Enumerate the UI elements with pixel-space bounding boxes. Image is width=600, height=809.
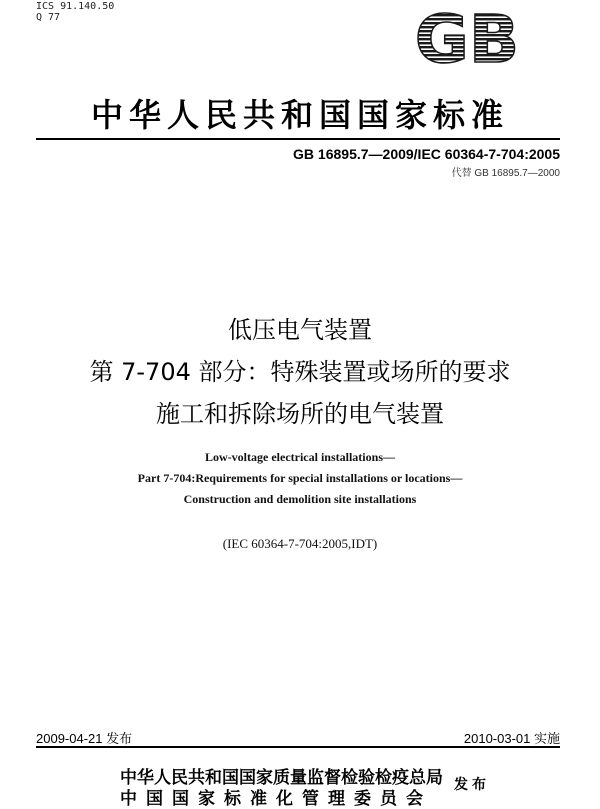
title-en-line-2: Part 7-704:Requirements for special installations or locations— — [137, 471, 463, 485]
supersedes-note: 代替 GB 16895.7—2000 — [451, 168, 560, 179]
issuer-line-1: 中华人民共和国国家质量监督检验检疫总局 — [120, 768, 443, 788]
implementation-date: 2010-03-01 实施 — [463, 731, 560, 746]
title-en-line-3: Construction and demolition site installations — [183, 492, 417, 506]
header-rule — [36, 138, 560, 140]
issuer-line-2: 中国国家标准化管理委员会 — [120, 789, 432, 809]
gb-logo — [404, 6, 530, 68]
publish-label: 发布 — [454, 777, 490, 793]
standard-number: GB 16895.7—2009/IEC 60364-7-704:2005 — [293, 146, 560, 162]
title-cn-line-3: 施工和拆除场所的电气装置 — [156, 400, 444, 428]
title-cn-line-1: 低压电气装置 — [228, 316, 372, 344]
national-standard-title: 中华人民共和国国家标准 — [90, 96, 509, 134]
ics-code: ICS 91.140.50 — [36, 1, 115, 12]
iec-identity: (IEC 60364-7-704:2005,IDT) — [222, 536, 378, 551]
footer-rule — [36, 746, 560, 748]
classification-codes — [36, 1, 114, 23]
ccs-code: Q 77 — [36, 12, 61, 23]
title-en-line-1: Low-voltage electrical installations— — [205, 450, 395, 464]
gb-logo-text: GB — [414, 6, 520, 68]
title-cn-line-2: 第 7-704 部分：特殊装置或场所的要求 — [89, 358, 511, 386]
issue-date: 2009-04-21 发布 — [36, 731, 133, 746]
